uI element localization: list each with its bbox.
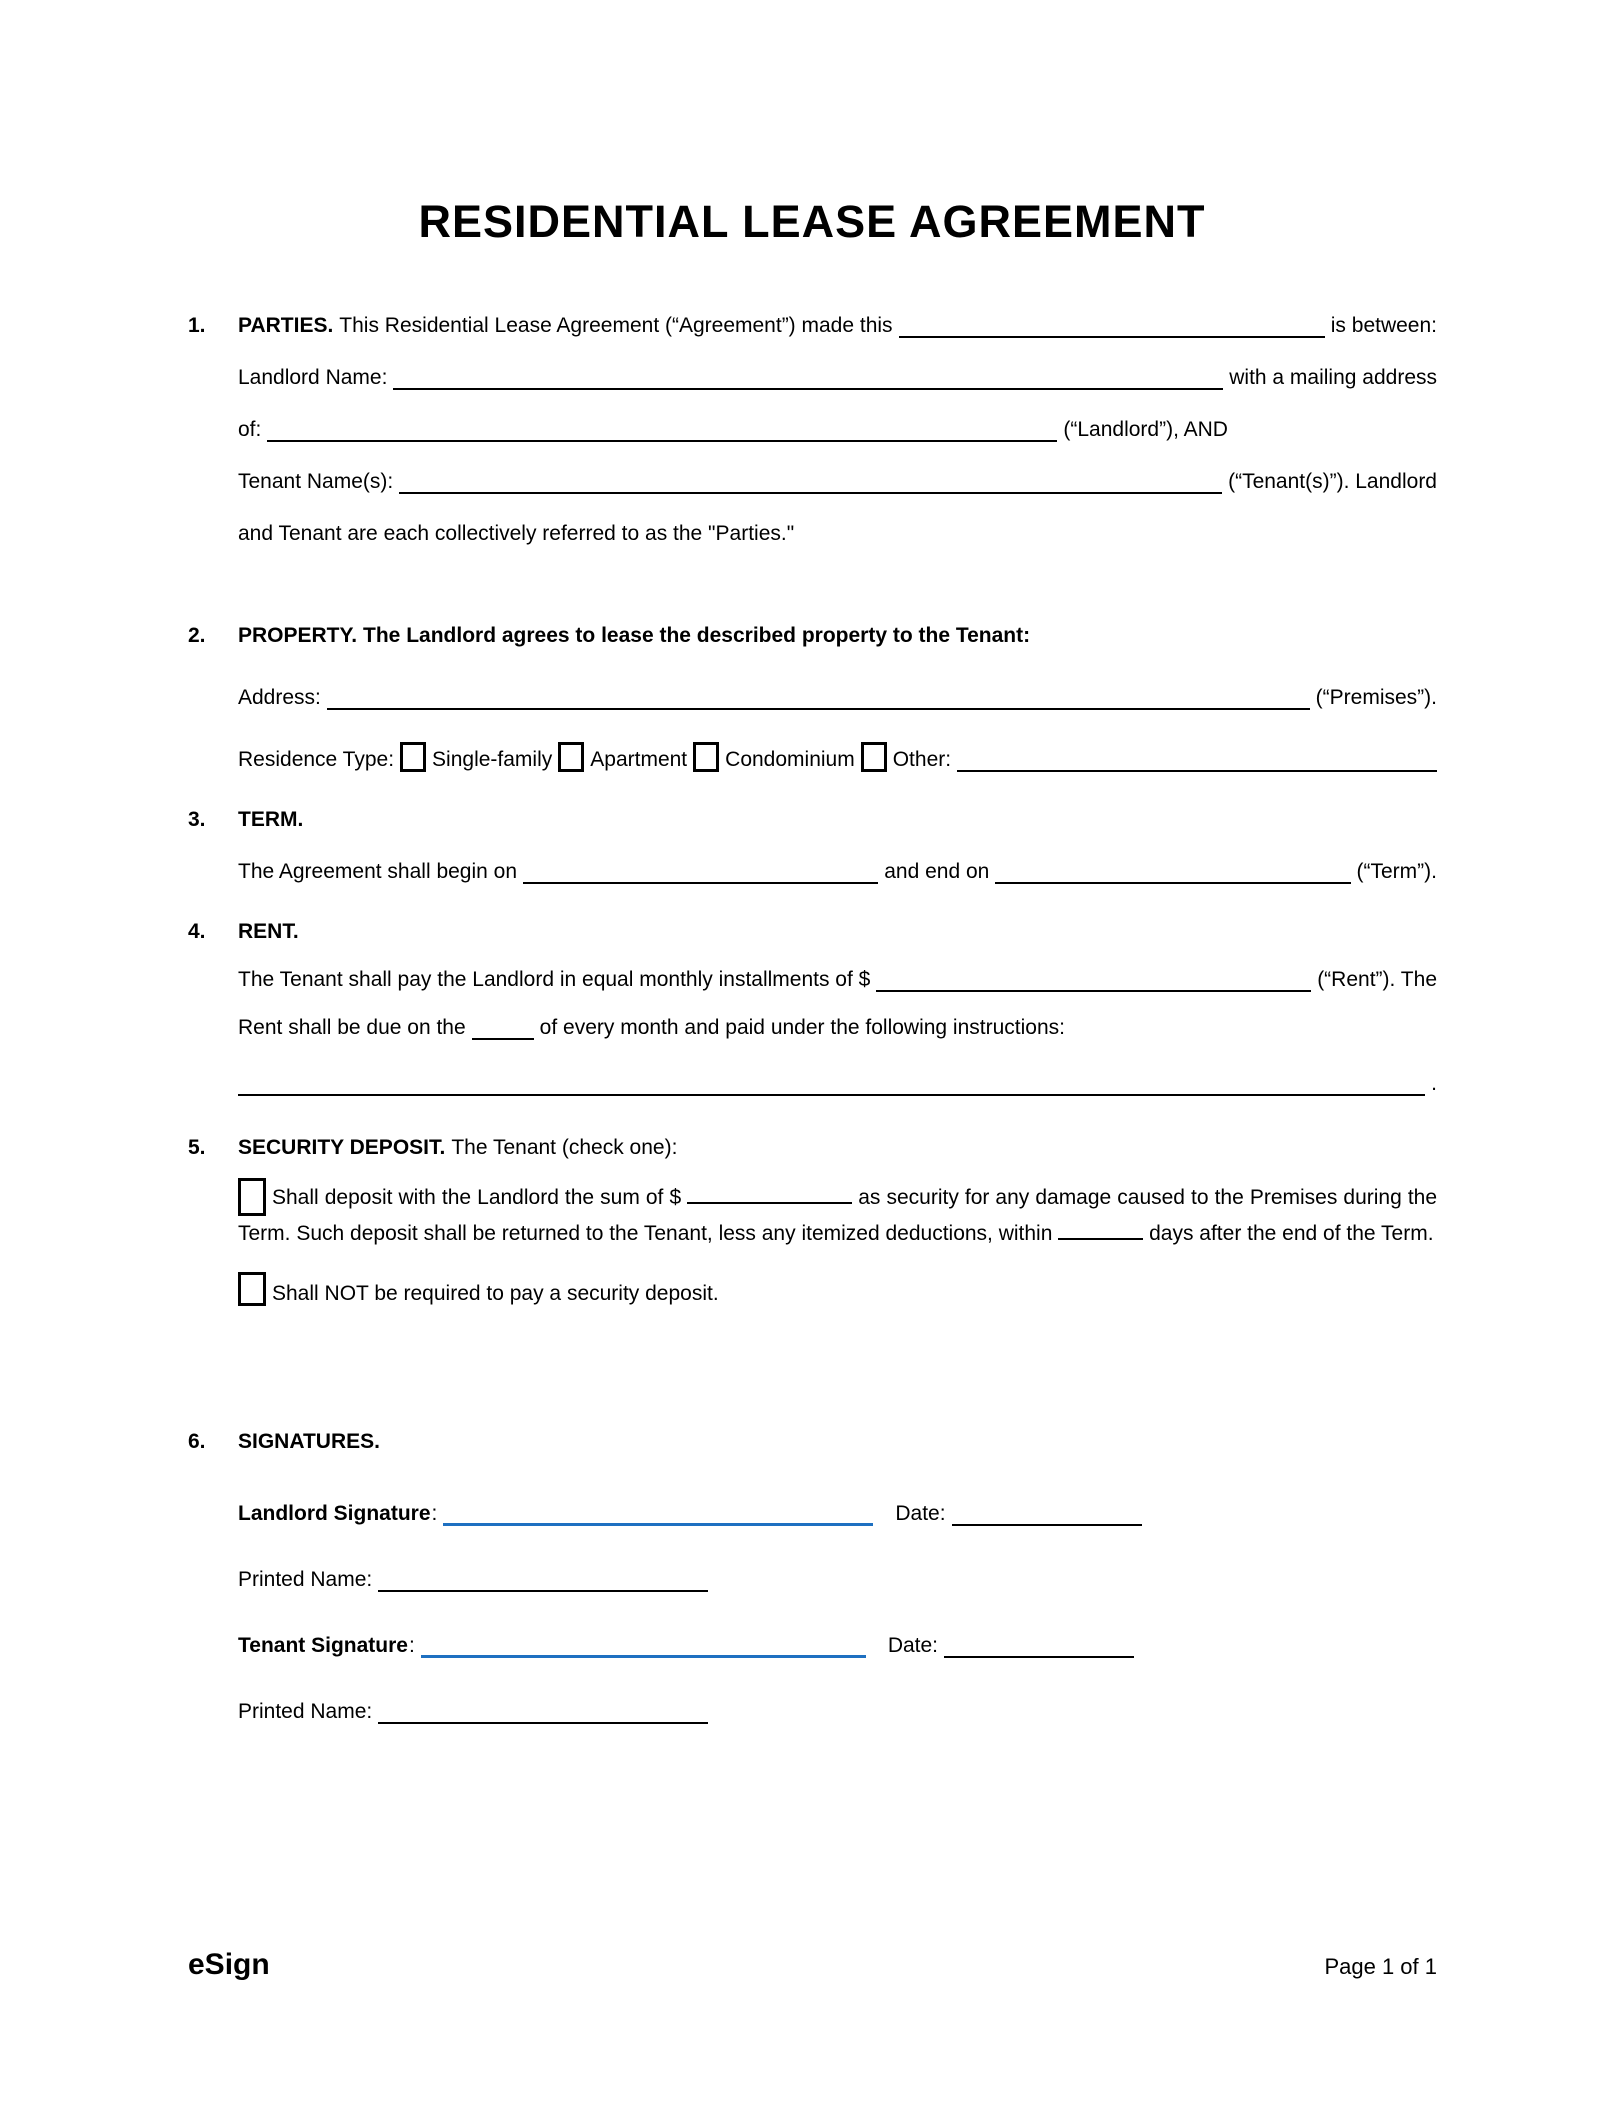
section-number: 5. — [188, 1136, 206, 1159]
rent-line1-end: (“Rent”). The — [1317, 968, 1437, 991]
label-colon: : — [431, 1502, 438, 1525]
mailing-address-suffix: (“Landlord”), AND — [1063, 418, 1228, 441]
parties-intro-end: is between: — [1330, 314, 1437, 337]
landlord-date-label: Date: — [895, 1502, 946, 1525]
section-parties — [188, 294, 1437, 554]
section-number: 4. — [188, 920, 206, 943]
mailing-address-label: of: — [238, 418, 262, 441]
checkbox-no-deposit[interactable] — [238, 1272, 266, 1306]
tenant-date-blank[interactable] — [944, 1656, 1134, 1658]
section-number: 6. — [188, 1430, 206, 1453]
deposit-required-option — [238, 1178, 1437, 1252]
term-begin-label: The Agreement shall begin on — [238, 860, 518, 883]
page-number: Page 1 of 1 — [1324, 1954, 1437, 1979]
agreement-date-blank[interactable] — [899, 336, 1325, 338]
residence-option-apartment: Apartment — [590, 748, 688, 771]
tenant-printed-name-blank[interactable] — [378, 1722, 708, 1724]
deposit-days-blank[interactable] — [1058, 1238, 1143, 1240]
landlord-date-blank[interactable] — [952, 1524, 1142, 1526]
landlord-name-suffix: with a mailing address — [1229, 366, 1437, 389]
residence-other-blank[interactable] — [957, 770, 1437, 772]
term-middle-label: and end on — [884, 860, 990, 883]
premises-address-blank[interactable] — [327, 708, 1310, 710]
tenant-signature-label: Tenant Signature — [238, 1634, 408, 1657]
deposit-option1-text: Shall deposit with the Landlord the sum of $ — [272, 1186, 682, 1209]
deposit-option1-middle: as security for any damage caused to the Premises during the Term. Such deposit shall be returned to the Tenant, less any itemized deductions, within — [238, 1186, 1438, 1245]
residence-option-single-family: Single-family — [432, 748, 553, 771]
checkbox-condominium[interactable] — [693, 742, 719, 772]
payment-instructions-blank[interactable] — [238, 1094, 1425, 1096]
deposit-amount-blank[interactable] — [687, 1202, 852, 1204]
tenant-name-blank[interactable] — [399, 492, 1222, 494]
section-heading: TERM. — [238, 808, 304, 831]
section-rent — [188, 904, 1437, 1104]
property-address-suffix: (“Premises”). — [1315, 686, 1437, 709]
tenant-name-suffix: (“Tenant(s)”). Landlord — [1228, 470, 1437, 493]
checkbox-apartment[interactable] — [558, 742, 584, 772]
tenant-signature-line[interactable] — [421, 1655, 866, 1658]
landlord-mailing-address-blank[interactable] — [267, 440, 1057, 442]
landlord-name-blank[interactable] — [393, 388, 1223, 390]
security-deposit-intro: The Tenant (check one): — [451, 1136, 678, 1159]
section-heading: RENT. — [238, 920, 299, 943]
term-end-date-blank[interactable] — [995, 882, 1350, 884]
section-heading: PROPERTY. — [238, 624, 358, 647]
section-number: 3. — [188, 808, 206, 831]
tenant-date-label: Date: — [887, 1634, 939, 1657]
landlord-name-label: Landlord Name: — [238, 366, 388, 389]
document-title: RESIDENTIAL LEASE AGREEMENT — [418, 196, 1206, 247]
rent-amount-blank[interactable] — [876, 990, 1311, 992]
landlord-signature-label: Landlord Signature — [238, 1502, 431, 1525]
page-footer — [188, 1948, 1437, 1982]
section-number: 1. — [188, 314, 206, 337]
rent-line2-end: of every month and paid under the following instructions: — [539, 1016, 1065, 1039]
term-start-date-blank[interactable] — [523, 882, 878, 884]
property-intro: The Landlord agrees to lease the described property to the Tenant: — [363, 624, 1031, 647]
section-heading: SIGNATURES. — [238, 1430, 380, 1453]
rent-line2-text: Rent shall be due on the — [238, 1016, 466, 1039]
label-colon: : — [408, 1634, 415, 1657]
section-security-deposit — [188, 1120, 1437, 1314]
residence-option-other: Other: — [892, 748, 952, 771]
landlord-printed-name-blank[interactable] — [378, 1590, 708, 1592]
section-heading: SECURITY DEPOSIT. — [238, 1136, 446, 1159]
tenant-printed-name-label: Printed Name: — [238, 1700, 373, 1723]
residence-option-condominium: Condominium — [725, 748, 855, 771]
landlord-printed-name-label: Printed Name: — [238, 1568, 373, 1591]
rent-line1-text: The Tenant shall pay the Landlord in equal monthly installments of $ — [238, 968, 871, 991]
deposit-option1-end: days after the end of the Term. — [1149, 1222, 1434, 1245]
property-address-label: Address: — [238, 686, 321, 709]
section-property — [188, 604, 1437, 780]
checkbox-deposit-required[interactable] — [238, 1178, 266, 1216]
landlord-signature-line[interactable] — [443, 1523, 873, 1526]
deposit-option2-text: Shall NOT be required to pay a security deposit. — [272, 1282, 719, 1305]
section-heading: PARTIES. — [238, 314, 334, 337]
checkbox-single-family[interactable] — [400, 742, 426, 772]
parties-intro-text: This Residential Lease Agreement (“Agreement”) made this — [339, 314, 893, 337]
rent-due-day-blank[interactable] — [472, 1038, 534, 1040]
tenant-name-label: Tenant Name(s): — [238, 470, 394, 493]
parties-closing-line: and Tenant are each collectively referred to as the "Parties." — [238, 522, 795, 545]
esign-logo: eSign — [188, 1948, 270, 1981]
section-signatures — [188, 1410, 1437, 1732]
checkbox-other[interactable] — [861, 742, 887, 772]
residence-type-label: Residence Type: — [238, 748, 395, 771]
section-number: 2. — [188, 624, 206, 647]
term-suffix: (“Term”). — [1356, 860, 1437, 883]
rent-line3-period: . — [1431, 1072, 1437, 1095]
section-term — [188, 792, 1437, 892]
